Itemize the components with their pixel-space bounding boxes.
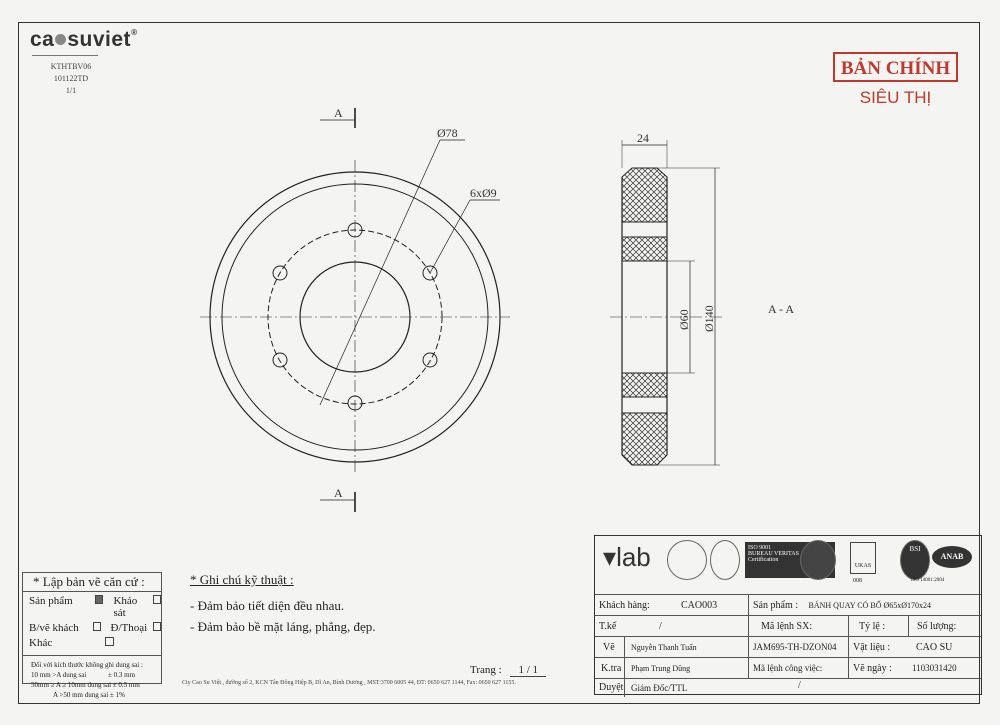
tolerance-note (23, 655, 161, 700)
bureau-veritas-badge: ISO 9001 BUREAU VERITAS Certification (745, 542, 835, 578)
bsi-icon: BSI (900, 540, 930, 580)
page-number: 1 / 1 (510, 664, 546, 677)
hatch-bottom (622, 413, 667, 465)
ilac-icon (667, 540, 707, 580)
logo-text-end: suviet (67, 28, 132, 51)
lab-logo: ▾lab (603, 542, 651, 572)
section-mark-bottom: A (334, 486, 343, 500)
cert-code: 008 (853, 578, 862, 584)
stamp-subtitle: SIÊU THỊ (859, 88, 932, 107)
quantity-label: Số lượng: (908, 616, 983, 637)
scale-label: Tỷ lệ : (848, 616, 908, 637)
order-label: Mã lệnh SX: (748, 616, 848, 637)
tolerance-row-1: 10 mm >A dung sai ± 0.3 mm (31, 671, 136, 679)
front-view (200, 108, 510, 512)
dim-d60: Ø60 (677, 309, 691, 330)
checkbox-phone[interactable] (153, 622, 161, 631)
bv-seal-icon (800, 540, 836, 580)
hole-5 (273, 353, 287, 367)
date-label: Vẽ ngày : (848, 658, 908, 679)
designer-label: T.kế (599, 621, 617, 632)
tolerance-title: Đối với kích thước không ghi dung sai : (31, 661, 143, 669)
checkbox-product[interactable] (95, 595, 103, 604)
section-view (610, 140, 725, 465)
checkbox-customer-drawing[interactable] (93, 622, 101, 631)
leader-d78 (320, 140, 440, 405)
doc-code-3: 1/1 (65, 86, 77, 95)
dim-holes: 6xØ9 (470, 186, 497, 200)
dim-d78: Ø78 (437, 126, 458, 140)
tolerance-row-2: 50mm ≥ A ≥ 10mm dung sai ± 0.5 mm (31, 681, 140, 689)
basis-product: Sản phẩm (29, 595, 73, 607)
material-value: CAO SU (916, 642, 953, 653)
material-label: Vật liệu : (848, 637, 908, 658)
page-indicator: Trang : 1 / 1 (470, 664, 546, 676)
basis-customer-drawing: B/vẽ khách (29, 622, 79, 634)
registered-icon: ® (131, 28, 138, 37)
order-value: JAM695-TH-DZON04 (748, 637, 848, 658)
customer-label: Khách hàng: (599, 600, 650, 611)
vilas-icon (710, 540, 740, 580)
customer-value: CAO003 (681, 600, 718, 611)
checker-label: K.tra (595, 658, 625, 679)
doc-code-1: KTHTBV06 (50, 62, 92, 71)
drawer-label: Vẽ (595, 637, 625, 658)
basis-title: * Lập bản vẽ căn cứ : (23, 573, 161, 592)
iso14001-label: ISO 14001:2004 (911, 578, 945, 583)
company-address: Cty Cao Su Việt , đường số 2, KCN Tân Đông Hiệp B, Dĩ An, Bình Dương , MST:3700 6005 44, ĐT: 0650 627 1144, Fax: 0650 627 1155. (182, 680, 516, 686)
doc-code-2: 101122TD (53, 74, 89, 83)
title-block (594, 535, 982, 695)
notes-title: * Ghi chú kỹ thuật : (190, 572, 294, 587)
basis-phone: Đ/Thoại (110, 622, 148, 634)
checker-value: Phạm Trung Dũng (631, 664, 691, 673)
product-value: BÁNH QUAY CÓ BỐ Ø65xØ170x24 (808, 601, 932, 610)
dim-d140: Ø140 (702, 305, 716, 332)
checkbox-other[interactable] (105, 637, 114, 646)
job-order-value: / (798, 680, 801, 691)
note-1: - Đảm bảo tiết diện đều nhau. (190, 598, 345, 613)
note-2: - Đảm bảo bề mặt láng, phẳng, đẹp. (190, 619, 376, 634)
hatch-mid-bottom (622, 373, 667, 397)
job-order-label: Mã lệnh công việc: (748, 658, 848, 679)
drawing-basis-box (22, 572, 162, 699)
approver-value: Giám Đốc/TTL (631, 683, 688, 693)
hatch-mid-top (622, 237, 667, 261)
product-cell: Sản phẩm : BÁNH QUAY CÓ BỐ Ø65xØ170x24 (748, 595, 983, 616)
checkbox-survey[interactable] (153, 595, 161, 604)
anab-icon: ANAB (932, 546, 972, 568)
tolerance-row-3: A >50 mm dung sai ± 1% (53, 691, 125, 699)
approver-label: Duyệt (595, 679, 625, 697)
technical-notes (190, 572, 376, 640)
basis-other: Khác (29, 637, 53, 649)
original-stamp: BẢN CHÍNH (833, 52, 958, 82)
hole-3 (423, 353, 437, 367)
drawer-value: Nguyễn Thanh Tuấn (631, 643, 697, 652)
section-mark-top: A (334, 106, 343, 120)
ukas-badge: UKAS (850, 542, 876, 574)
section-label: A - A (768, 302, 795, 316)
logo-text-start: ca (30, 28, 55, 51)
dim-width: 24 (637, 131, 649, 145)
designer-value: / (659, 621, 662, 632)
hatch-top (622, 168, 667, 222)
date-value: 1103031420 (912, 663, 957, 673)
basis-survey: Khảo sát (113, 595, 138, 619)
